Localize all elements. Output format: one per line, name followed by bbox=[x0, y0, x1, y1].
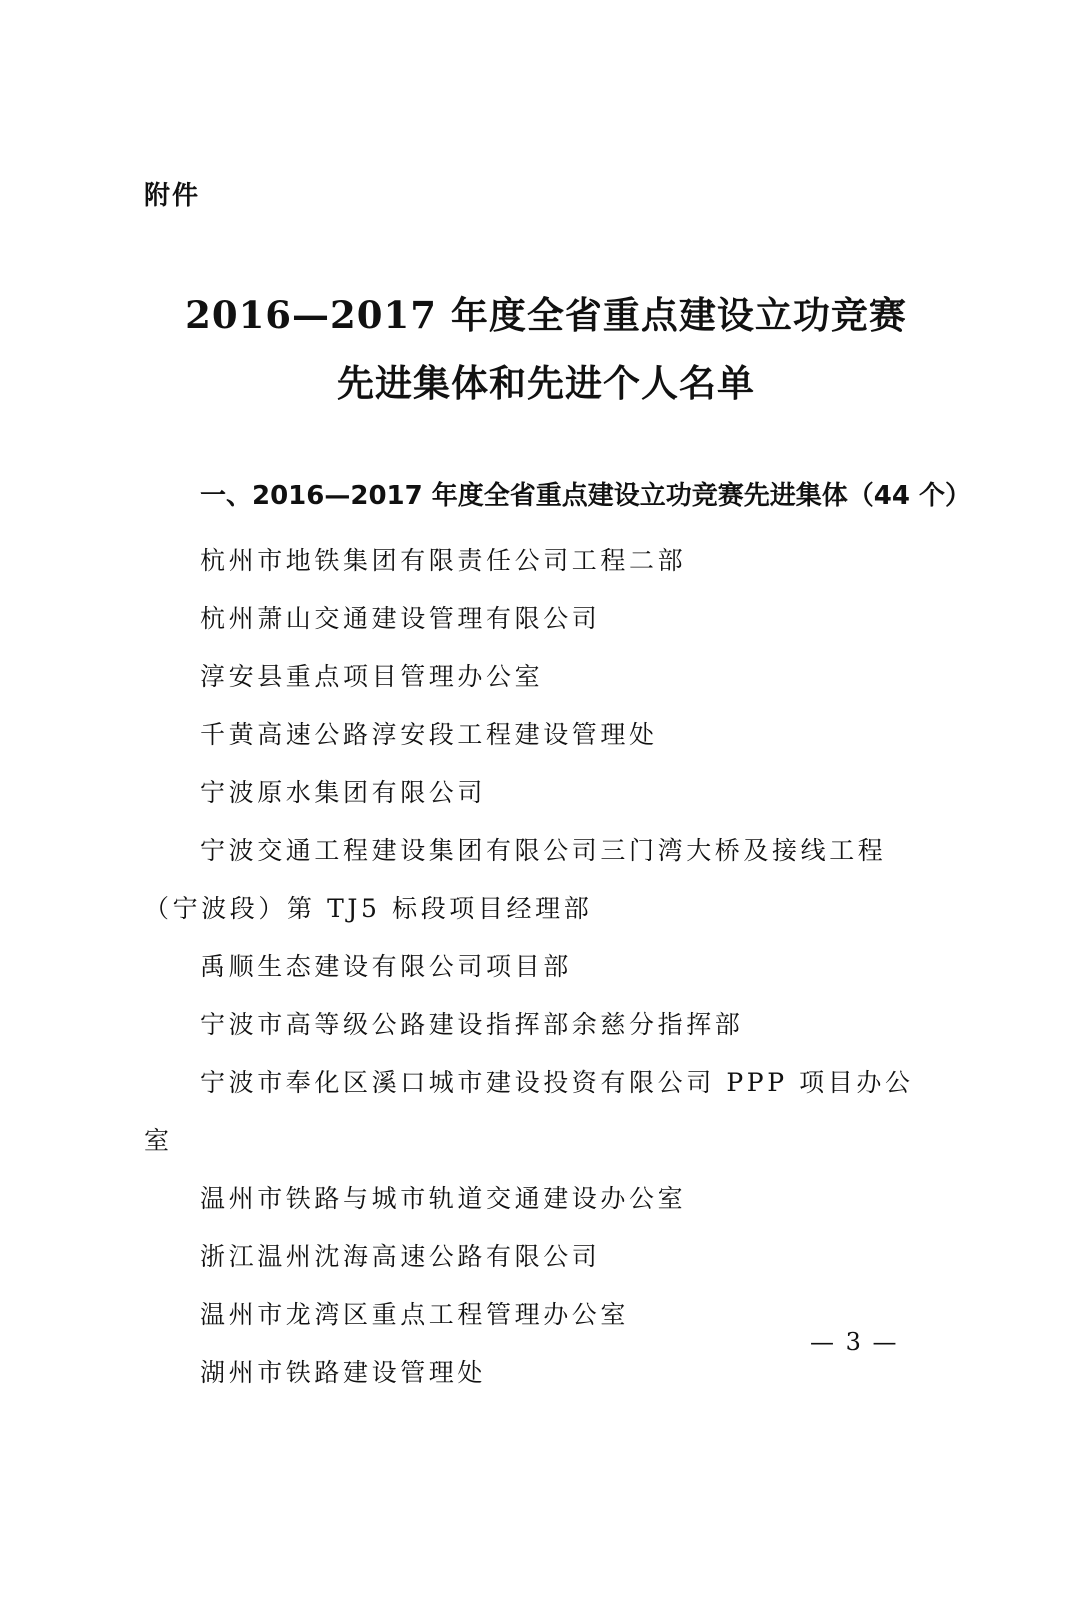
document-title-line-1: 2016—2017 年度全省重点建设立功竞赛 bbox=[185, 293, 907, 337]
list-item: 禹顺生态建设有限公司项目部 bbox=[200, 952, 572, 981]
section-heading: 一、2016—2017 年度全省重点建设立功竞赛先进集体（44 个） bbox=[200, 481, 972, 511]
attachment-label: 附件 bbox=[144, 181, 201, 211]
document-title-line-2: 先进集体和先进个人名单 bbox=[337, 361, 755, 405]
list-item: 宁波原水集团有限公司 bbox=[200, 778, 487, 807]
page-number: — 3 — bbox=[810, 1328, 899, 1356]
list-item: 杭州市地铁集团有限责任公司工程二部 bbox=[200, 546, 687, 575]
list-item: 宁波市奉化区溪口城市建设投资有限公司 PPP 项目办公室 bbox=[144, 1068, 914, 1155]
list-item: 杭州萧山交通建设管理有限公司 bbox=[200, 604, 601, 633]
list-item: 浙江温州沈海高速公路有限公司 bbox=[200, 1242, 601, 1271]
advanced-collective-list bbox=[144, 532, 934, 1402]
list-item: 温州市铁路与城市轨道交通建设办公室 bbox=[200, 1184, 687, 1213]
list-item: 淳安县重点项目管理办公室 bbox=[200, 662, 544, 691]
list-item: 宁波交通工程建设集团有限公司三门湾大桥及接线工程（宁波段）第 TJ5 标段项目经理部 bbox=[144, 836, 887, 923]
list-item: 温州市龙湾区重点工程管理办公室 bbox=[200, 1300, 630, 1329]
list-item: 宁波市高等级公路建设指挥部余慈分指挥部 bbox=[200, 1010, 744, 1039]
list-item: 湖州市铁路建设管理处 bbox=[200, 1358, 487, 1387]
list-item: 千黄高速公路淳安段工程建设管理处 bbox=[200, 720, 658, 749]
